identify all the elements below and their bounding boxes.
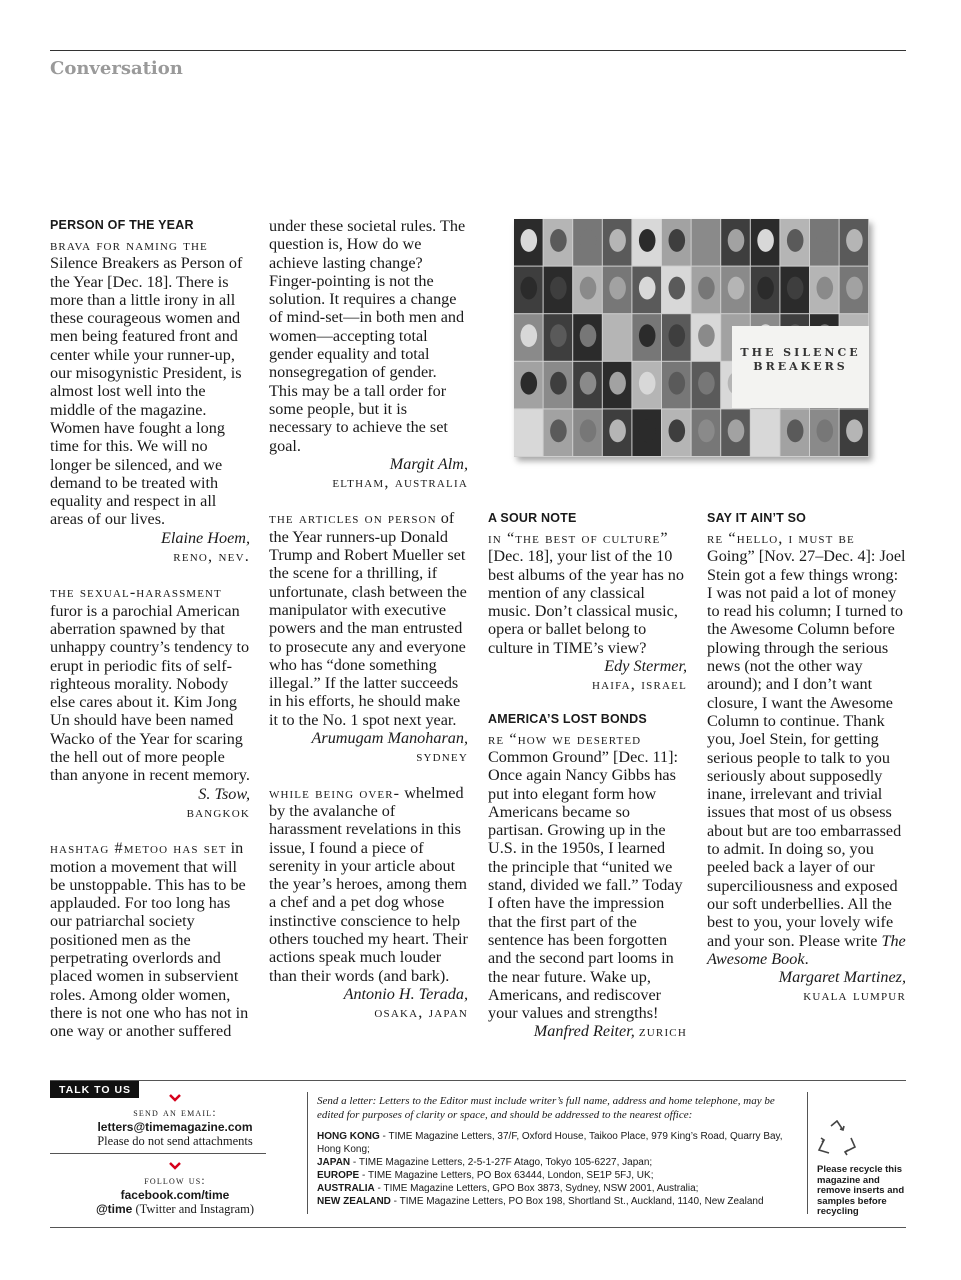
cover-title: THE SILENCE BREAKERS: [740, 346, 861, 373]
portrait-face: [669, 419, 686, 442]
office-address: JAPAN - TIME Magazine Letters, 2-5-1-27F Atago, Tokyo 105-6227, Japan;: [317, 1157, 653, 1168]
heading-say-it-aint-so: SAY IT AIN’T SO: [707, 511, 807, 525]
letter-location: bangkok: [186, 802, 250, 821]
top-rule: [50, 50, 906, 51]
letter-location: eltham, australia: [332, 473, 468, 492]
portrait-face: [550, 324, 567, 347]
lead-in: re “hello, i must be: [707, 529, 855, 547]
portrait-face: [609, 372, 626, 395]
portrait-face: [580, 229, 597, 252]
column-1: [50, 218, 250, 1040]
letter-body: brava for naming the Silence Breakers as Person of the Year [Dec. 18]. There is more than a little irony in all these courageous women and men being featured front and center while your runner-up, our misogynistic President, is almost lost well into the middle of the magazine. Women have fought a long time for this. We will no longer be silenced, and we demand to be treated with equality and respect in all areas of our lives.: [50, 236, 243, 529]
twitter-handle[interactable]: @time: [95, 1202, 133, 1216]
lead-in: re “how we deserted: [488, 729, 642, 748]
portrait-face: [846, 277, 863, 300]
portrait-face: [550, 277, 567, 300]
office-address: NEW ZEALAND - TIME Magazine Letters, PO Box 198, Shortland St., Auckland, 1140, New Zealand: [317, 1196, 764, 1207]
letter-signature: Edy Stermer,: [604, 657, 687, 676]
column-3: [488, 511, 687, 1041]
portrait-face: [757, 277, 774, 300]
letter-location: osaka, japan: [374, 1003, 468, 1022]
heading-person-of-the-year: PERSON OF THE YEAR: [50, 218, 194, 232]
portrait-face: [817, 277, 834, 300]
footer-bottom-rule: [50, 1227, 906, 1228]
letters-intro: Send a letter: Letters to the Editor must include writer’s full name, address and home telephone, may be edited for purposes of clarity or space, and should be addressed to the nearest office:: [317, 1095, 775, 1121]
email-link[interactable]: letters@timemagazine.com: [97, 1120, 253, 1134]
portrait-face: [757, 229, 774, 252]
portrait-face: [787, 229, 804, 252]
portrait-face: [698, 324, 715, 347]
portrait-face: [550, 229, 567, 252]
letter-signature: Arumugam Manoharan,: [311, 729, 468, 748]
portrait-face: [521, 229, 538, 252]
portrait-face: [639, 324, 656, 347]
office-address: AUSTRALIA - TIME Magazine Letters, GPO Box 3873, Sydney, NSW 2001, Australia;: [317, 1183, 699, 1194]
letter-signature: S. Tsow,: [198, 784, 250, 803]
lead-in: the articles on person: [269, 509, 437, 528]
portrait-face: [817, 419, 834, 442]
heading-a-sour-note: A SOUR NOTE: [488, 511, 577, 525]
book-title: The Awesome Book: [707, 931, 906, 968]
letter-location: sydney: [416, 747, 468, 766]
portrait-face: [698, 277, 715, 300]
footer-vertical-rule: [307, 1092, 308, 1214]
twitter-line: @time (Twitter and Instagram): [95, 1202, 255, 1216]
letter-body: under these societal rules. The question is, How do we achieve lasting change? Finger-pointing is not the solution. It requires a change of mind-set—in both men and women—accepting total gender equality and total nonsegregation of gender. This may be a tall order for some people, but it is necessary to achieve the set goal.: [269, 217, 466, 455]
portrait-face: [580, 372, 597, 395]
letter-location: haifa, israel: [592, 675, 687, 694]
portrait-face: [521, 277, 538, 300]
portrait-face: [580, 324, 597, 347]
portrait-face: [609, 277, 626, 300]
column-2: [269, 217, 468, 1021]
portrait-face: [521, 419, 538, 442]
portrait-face: [639, 372, 656, 395]
portrait-face: [580, 419, 597, 442]
mail-letters-info: [317, 1094, 802, 1208]
letter-signature: Manfred Reiter,: [533, 1022, 635, 1041]
office-address: EUROPE - TIME Magazine Letters, PO Box 63444, London, SE1P 5FJ, UK;: [317, 1170, 654, 1181]
email-contact: [50, 1106, 300, 1148]
email-note: Please do not send attachments: [97, 1134, 253, 1148]
letter-body: while being over- whelmed by the avalanche of harassment revelations in this issue, I found a piece of serenity in your article about the year’s heroes, among them a chef and a pet dog whose instinctive conscience to help others touched my heart. Their actions speak much louder than their words (and bark).: [269, 783, 468, 985]
letter-location: kuala lumpur: [803, 986, 906, 1005]
letter-body: in “the best of culture” [Dec. 18], your list of the 10 best albums of the year has no mention of any classical music. Don’t classical music, opera or ballet belong to culture in TIME’s view?: [488, 529, 684, 657]
portrait-face: [580, 277, 597, 300]
letter-body: the articles on person of the Year runners-up Donald Trump and Robert Mueller set the scene for a thrilling, if unfortunate, clash between the manipulator with executive powers and the man entrusted to prosecute any and everyone who has “done something illegal.” If the latter succeeds in his efforts, he should make it to the No. 1 spot next year.: [269, 509, 467, 729]
portrait-face: [609, 229, 626, 252]
office-address: HONG KONG - TIME Magazine Letters, 37/F, Oxford House, Taikoo Place, 979 King’s Road, Quarry Bay, Hong Kong;: [317, 1131, 783, 1155]
portrait-face: [669, 324, 686, 347]
portrait-face: [698, 372, 715, 395]
footer-vertical-rule: [807, 1092, 808, 1214]
lead-in: while being over-: [269, 783, 401, 802]
portrait-face: [609, 419, 626, 442]
letter-body: re “how we deserted Common Ground” [Dec. 11]: Once again Nancy Gibbs has put into elegant form how Americans became so partisan. Growing up in the U.S. in the 1950s, I learned the principle that “united we stand, divided we fall.” Today I often have the impression that the first part of the sentence has been forgotten and the second part looms in the near future. Wake up, Americans, and rediscover your values and strengths!: [488, 729, 683, 1023]
section-title: Conversation: [50, 58, 183, 79]
letter-signature: Elaine Hoem,: [160, 528, 250, 547]
portrait-face: [787, 419, 804, 442]
chevron-down-icon: [169, 1162, 181, 1170]
letter-body: hashtag #metoo has set in motion a movement that will be unstoppable. This has to be applauded. For too long has our patriarchal society positioned men as the perpetrating overlords and placed women in subservient roles. Among older women, there is not one who has not in one way or another suffered: [50, 839, 249, 1041]
portrait-face: [639, 229, 656, 252]
portrait-face: [728, 419, 745, 442]
portrait-face: [817, 229, 834, 252]
footer-divider: [50, 1153, 266, 1154]
email-label: send an email:: [133, 1107, 217, 1119]
portrait-face: [609, 324, 626, 347]
portrait-face: [639, 419, 656, 442]
portrait-face: [698, 229, 715, 252]
recycle-note: Please recycle this magazine and remove inserts and samples before recycling: [817, 1164, 905, 1217]
letter-body: re “hello, i must be Going” [Nov. 27–Dec. 4]: Joel Stein got a few things wrong: I was not paid a lot of money to read his column; I turned to the Awesome Column before plowing through the serious news (not the other way around); and I don’t want closure, I want the Awesome Column to continue. Thank you, Joel Stein, for getting serious people to talk to you seriously about supposedly inane, irrelevant and trivial issues that most of us obsess about but are too embarrassed to admit. In doing so, you peeled back a layer of our superciliousness and exposed our soft underbellies. All the best to you, your lovely wife and your son. Please write The Awesome Book.: [707, 529, 906, 968]
footer-top-rule: [50, 1080, 906, 1081]
letter-location: zurich: [638, 1022, 687, 1041]
letter-signature: Antonio H. Terada,: [343, 984, 468, 1003]
portrait-face: [846, 419, 863, 442]
portrait-face: [521, 372, 538, 395]
portrait-face: [550, 372, 567, 395]
portrait-face: [787, 277, 804, 300]
lead-in: the sexual-harassment: [50, 583, 222, 602]
portrait-face: [757, 419, 774, 442]
portrait-face: [550, 419, 567, 442]
facebook-link[interactable]: facebook.com/time: [120, 1188, 230, 1202]
portrait-face: [846, 229, 863, 252]
follow-label: follow us:: [144, 1175, 206, 1187]
cover-title-panel: [732, 326, 869, 408]
letter-signature: Margit Alm,: [389, 454, 468, 473]
portrait-face: [669, 372, 686, 395]
lead-in: in “the best of culture”: [488, 529, 669, 547]
social-contact: [50, 1174, 300, 1216]
portrait-face: [728, 229, 745, 252]
lead-in: hashtag #metoo has set: [50, 839, 227, 858]
talk-to-us-tag: TALK TO US: [50, 1081, 139, 1098]
letter-body: the sexual-harassment furor is a parochial American aberration spawned by that unhappy country’s tendency to erupt in periodic fits of self-righteous morality. Nobody else cares about it. Kim Jong Un should have been named Wacko of the Year for scaring the hell out of more people than anyone in recent memory.: [50, 583, 250, 785]
letter-location: reno, nev.: [173, 547, 250, 566]
chevron-down-icon: [169, 1094, 181, 1102]
recycle-icon: [817, 1120, 857, 1156]
portrait-face: [639, 277, 656, 300]
lead-in: brava for naming the: [50, 236, 208, 254]
heading-americas-lost-bonds: AMERICA’S LOST BONDS: [488, 711, 647, 726]
portrait-face: [728, 277, 745, 300]
portrait-face: [521, 324, 538, 347]
column-4: [707, 511, 906, 1005]
letter-signoff: [488, 1022, 687, 1040]
portrait-face: [669, 229, 686, 252]
portrait-face: [698, 419, 715, 442]
silence-breakers-cover-image: [514, 219, 869, 457]
portrait-face: [669, 277, 686, 300]
letter-signature: Margaret Martinez,: [778, 968, 906, 987]
